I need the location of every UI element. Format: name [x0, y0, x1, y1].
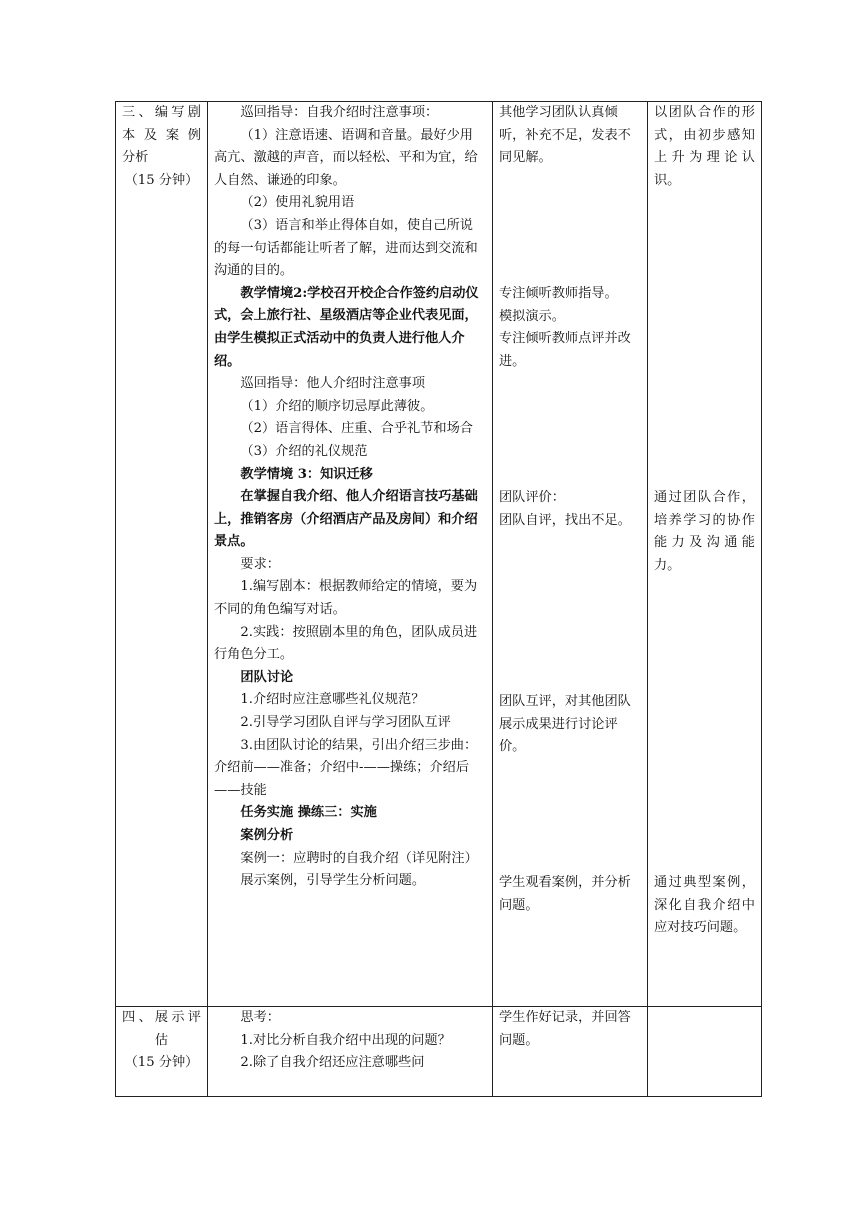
student-activity-cell: [493, 102, 648, 1007]
teacher-activity-cell: [208, 1007, 493, 1097]
content-paragraph: 3.由团队讨论的结果，引出介绍三步曲：介绍前——准备；介绍中-——操练；介绍后——技能: [214, 737, 478, 798]
content-paragraph: （2）语言得体、庄重、合乎礼节和场合: [240, 421, 473, 437]
student-activity-cell: [493, 1007, 648, 1097]
content-paragraph: 2.除了自我介绍还应注意哪些问: [240, 1055, 425, 1071]
student-note: 学生作好记录，并回答问题。: [499, 1010, 631, 1048]
stage-label: 三、编写剧: [122, 105, 201, 120]
stage-label: 估: [154, 1032, 169, 1048]
lesson-plan-table: [115, 101, 762, 1097]
content-paragraph: 案例一：应聘时的自我介绍（详见附注）: [240, 850, 478, 866]
stage-cell: [116, 102, 208, 1007]
intent-note: 通过团队合作，培养学习的协作能力及沟通能力。: [654, 490, 755, 573]
design-intent-cell: [648, 1007, 762, 1097]
content-paragraph: 展示案例，引导学生分析问题。: [240, 873, 426, 889]
content-paragraph: 在掌握自我介绍、他人介绍语言技巧基础上，推销客房（介绍酒店产品及房间）和介绍景点。: [214, 489, 478, 550]
table-row: [116, 102, 762, 1007]
content-paragraph: 思考：: [240, 1010, 280, 1025]
content-paragraph: （2）使用礼貌用语: [240, 195, 355, 211]
teacher-activity-cell: [208, 102, 493, 1007]
design-intent-cell: [648, 102, 762, 1007]
content-paragraph: （3）语言和举止得体自如，使自己所说的每一句话都能让听者了解，进而达到交流和沟通的目的。: [214, 217, 478, 279]
student-note: 专注倾听教师点评并改进。: [499, 331, 631, 369]
content-paragraph: 巡回指导：自我介绍时注意事项：: [240, 105, 439, 120]
content-paragraph: 2.引导学习团队自评与学习团队互评: [240, 715, 451, 731]
content-paragraph: （1）注意语速、语调和音量。最好少用高亢、激越的声音，而以轻松、平和为宜，给人自然、谦逊的印象。: [214, 127, 478, 188]
stage-label: 分析: [122, 150, 149, 166]
student-note: 模拟演示。: [499, 308, 565, 324]
intent-note: 以团队合作的形式，由初步感知上升为理论认识。: [654, 105, 755, 188]
student-note: 其他学习团队认真倾听，补充不足，发表不同见解。: [499, 105, 631, 166]
stage-time: （15 分钟）: [124, 172, 199, 188]
content-paragraph: 教学情境2:学校召开校企合作签约启动仪式，会上旅行社、星级酒店等企业代表见面，由学生模拟正式活动中的负责人进行他人介绍。: [214, 285, 479, 369]
table-row: [116, 1007, 762, 1097]
stage-label: 四、展示评: [122, 1010, 201, 1025]
content-paragraph: 1.对比分析自我介绍中出现的问题？: [240, 1032, 451, 1048]
stage-time: （15 分钟）: [124, 1055, 199, 1071]
content-paragraph: 1.介绍时应注意哪些礼仪规范？: [240, 692, 425, 708]
content-paragraph: 案例分析: [240, 828, 294, 843]
content-paragraph: 要求：: [240, 556, 280, 572]
content-paragraph: 巡回指导：他人介绍时注意事项: [240, 376, 426, 392]
content-paragraph: 1.编写剧本：根据教师给定的情境，要为不同的角色编写对话。: [214, 579, 478, 618]
student-note: 学生观看案例，并分析问题。: [499, 875, 631, 913]
student-note: 团队自评，找出不足。: [499, 512, 631, 528]
content-paragraph: 教学情境 3：知识迁移: [240, 466, 373, 482]
content-paragraph: 2.实践：按照剧本里的角色，团队成员进行角色分工。: [214, 624, 478, 663]
content-paragraph: （1）介绍的顺序切忌厚此薄彼。: [240, 398, 434, 414]
student-note: 团队评价：: [499, 490, 565, 505]
content-paragraph: （3）介绍的礼仪规范: [240, 443, 368, 459]
stage-cell: [116, 1007, 208, 1097]
content-paragraph: 团队讨论: [240, 669, 294, 685]
intent-note: 通过典型案例，深化自我介绍中应对技巧问题。: [654, 875, 755, 936]
content-paragraph: 任务实施 操练三：实施: [240, 805, 377, 821]
student-note: 专注倾听教师指导。: [499, 286, 618, 301]
stage-label: 本及案例: [122, 127, 201, 143]
student-note: 团队互评，对其他团队展示成果进行讨论评价。: [499, 694, 631, 755]
